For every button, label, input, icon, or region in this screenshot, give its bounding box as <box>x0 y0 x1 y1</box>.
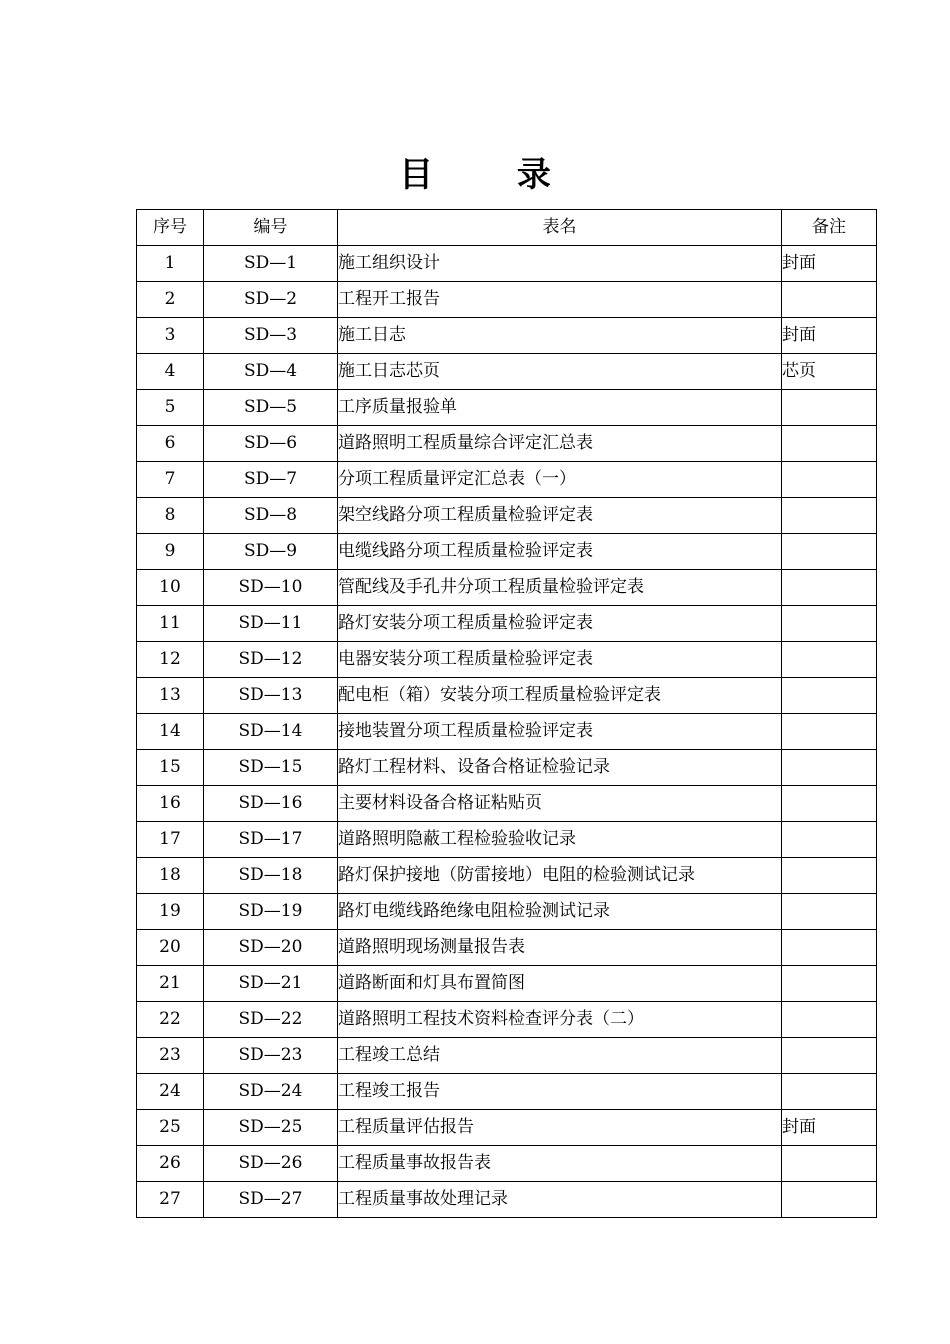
table-row <box>137 390 877 426</box>
cell-note <box>782 750 877 786</box>
cell-code: SD—13 <box>204 678 338 714</box>
cell-code: SD—4 <box>204 354 338 390</box>
cell-name: 施工日志芯页 <box>338 354 782 390</box>
cell-note <box>782 894 877 930</box>
header-name: 表名 <box>338 210 782 246</box>
cell-name: 道路照明现场测量报告表 <box>338 930 782 966</box>
cell-code: SD—15 <box>204 750 338 786</box>
table-row <box>137 822 877 858</box>
cell-code: SD—24 <box>204 1074 338 1110</box>
cell-code: SD—14 <box>204 714 338 750</box>
cell-seq: 21 <box>137 966 204 1002</box>
cell-seq: 17 <box>137 822 204 858</box>
cell-note <box>782 642 877 678</box>
cell-name: 架空线路分项工程质量检验评定表 <box>338 498 782 534</box>
cell-seq: 15 <box>137 750 204 786</box>
cell-seq: 13 <box>137 678 204 714</box>
cell-seq: 8 <box>137 498 204 534</box>
cell-note: 芯页 <box>782 354 877 390</box>
cell-name: 管配线及手孔井分项工程质量检验评定表 <box>338 570 782 606</box>
cell-note: 封面 <box>782 318 877 354</box>
table-row <box>137 498 877 534</box>
table-row <box>137 246 877 282</box>
cell-note <box>782 606 877 642</box>
header-note: 备注 <box>782 210 877 246</box>
cell-name: 道路照明隐蔽工程检验验收记录 <box>338 822 782 858</box>
cell-name: 施工组织设计 <box>338 246 782 282</box>
cell-code: SD—1 <box>204 246 338 282</box>
cell-name: 道路照明工程技术资料检查评分表（二） <box>338 1002 782 1038</box>
table-row <box>137 1146 877 1182</box>
toc-table <box>136 209 877 1218</box>
cell-name: 工序质量报验单 <box>338 390 782 426</box>
cell-code: SD—18 <box>204 858 338 894</box>
cell-name: 分项工程质量评定汇总表（一） <box>338 462 782 498</box>
cell-code: SD—3 <box>204 318 338 354</box>
table-row <box>137 930 877 966</box>
cell-note <box>782 462 877 498</box>
cell-note <box>782 930 877 966</box>
cell-seq: 6 <box>137 426 204 462</box>
cell-code: SD—2 <box>204 282 338 318</box>
cell-note <box>782 714 877 750</box>
cell-code: SD—8 <box>204 498 338 534</box>
cell-name: 电器安装分项工程质量检验评定表 <box>338 642 782 678</box>
cell-code: SD—20 <box>204 930 338 966</box>
cell-name: 工程竣工总结 <box>338 1038 782 1074</box>
cell-name: 路灯保护接地（防雷接地）电阻的检验测试记录 <box>338 858 782 894</box>
cell-note <box>782 678 877 714</box>
table-row <box>137 858 877 894</box>
table-body <box>137 246 877 1218</box>
table-row <box>137 462 877 498</box>
table-row <box>137 570 877 606</box>
table-row <box>137 714 877 750</box>
cell-seq: 20 <box>137 930 204 966</box>
cell-note <box>782 498 877 534</box>
cell-name: 主要材料设备合格证粘贴页 <box>338 786 782 822</box>
cell-note <box>782 786 877 822</box>
cell-code: SD—19 <box>204 894 338 930</box>
cell-name: 工程质量事故报告表 <box>338 1146 782 1182</box>
cell-seq: 22 <box>137 1002 204 1038</box>
cell-seq: 26 <box>137 1146 204 1182</box>
table-row <box>137 786 877 822</box>
cell-seq: 19 <box>137 894 204 930</box>
cell-seq: 23 <box>137 1038 204 1074</box>
header-seq: 序号 <box>137 210 204 246</box>
cell-name: 配电柜（箱）安装分项工程质量检验评定表 <box>338 678 782 714</box>
cell-seq: 18 <box>137 858 204 894</box>
table-row <box>137 750 877 786</box>
table-row <box>137 1110 877 1146</box>
table-row <box>137 1002 877 1038</box>
cell-code: SD—16 <box>204 786 338 822</box>
cell-note <box>782 1182 877 1218</box>
cell-name: 电缆线路分项工程质量检验评定表 <box>338 534 782 570</box>
table-row <box>137 642 877 678</box>
cell-note <box>782 426 877 462</box>
table-row <box>137 534 877 570</box>
cell-name: 道路照明工程质量综合评定汇总表 <box>338 426 782 462</box>
header-code: 编号 <box>204 210 338 246</box>
table-header-row <box>137 210 877 246</box>
cell-name: 路灯安装分项工程质量检验评定表 <box>338 606 782 642</box>
cell-code: SD—5 <box>204 390 338 426</box>
page-title: 目 录 <box>399 155 587 195</box>
cell-code: SD—23 <box>204 1038 338 1074</box>
cell-name: 工程质量评估报告 <box>338 1110 782 1146</box>
cell-seq: 1 <box>137 246 204 282</box>
cell-code: SD—10 <box>204 570 338 606</box>
cell-seq: 25 <box>137 1110 204 1146</box>
cell-seq: 24 <box>137 1074 204 1110</box>
cell-seq: 2 <box>137 282 204 318</box>
cell-note: 封面 <box>782 1110 877 1146</box>
table-row <box>137 606 877 642</box>
cell-note <box>782 822 877 858</box>
cell-seq: 7 <box>137 462 204 498</box>
cell-note <box>782 1038 877 1074</box>
table-row <box>137 894 877 930</box>
table-row <box>137 1038 877 1074</box>
cell-code: SD—12 <box>204 642 338 678</box>
cell-note <box>782 534 877 570</box>
cell-code: SD—9 <box>204 534 338 570</box>
cell-name: 工程开工报告 <box>338 282 782 318</box>
cell-seq: 4 <box>137 354 204 390</box>
cell-name: 接地装置分项工程质量检验评定表 <box>338 714 782 750</box>
cell-seq: 14 <box>137 714 204 750</box>
cell-name: 道路断面和灯具布置简图 <box>338 966 782 1002</box>
cell-name: 施工日志 <box>338 318 782 354</box>
cell-seq: 10 <box>137 570 204 606</box>
cell-seq: 9 <box>137 534 204 570</box>
cell-seq: 16 <box>137 786 204 822</box>
cell-seq: 12 <box>137 642 204 678</box>
cell-note <box>782 1146 877 1182</box>
table-row <box>137 318 877 354</box>
cell-code: SD—22 <box>204 1002 338 1038</box>
table-row <box>137 1182 877 1218</box>
cell-code: SD—25 <box>204 1110 338 1146</box>
cell-note <box>782 1002 877 1038</box>
cell-name: 工程质量事故处理记录 <box>338 1182 782 1218</box>
cell-note <box>782 570 877 606</box>
cell-seq: 5 <box>137 390 204 426</box>
table-row <box>137 426 877 462</box>
cell-code: SD—6 <box>204 426 338 462</box>
cell-code: SD—7 <box>204 462 338 498</box>
cell-note <box>782 1074 877 1110</box>
table-row <box>137 678 877 714</box>
cell-code: SD—27 <box>204 1182 338 1218</box>
table-row <box>137 1074 877 1110</box>
cell-code: SD—17 <box>204 822 338 858</box>
cell-note <box>782 966 877 1002</box>
cell-name: 路灯电缆线路绝缘电阻检验测试记录 <box>338 894 782 930</box>
table-row <box>137 282 877 318</box>
cell-seq: 27 <box>137 1182 204 1218</box>
cell-note <box>782 858 877 894</box>
cell-name: 路灯工程材料、设备合格证检验记录 <box>338 750 782 786</box>
table-row <box>137 966 877 1002</box>
cell-name: 工程竣工报告 <box>338 1074 782 1110</box>
cell-code: SD—21 <box>204 966 338 1002</box>
cell-note: 封面 <box>782 246 877 282</box>
table-row <box>137 354 877 390</box>
cell-seq: 11 <box>137 606 204 642</box>
cell-seq: 3 <box>137 318 204 354</box>
cell-note <box>782 282 877 318</box>
cell-code: SD—26 <box>204 1146 338 1182</box>
cell-code: SD—11 <box>204 606 338 642</box>
cell-note <box>782 390 877 426</box>
